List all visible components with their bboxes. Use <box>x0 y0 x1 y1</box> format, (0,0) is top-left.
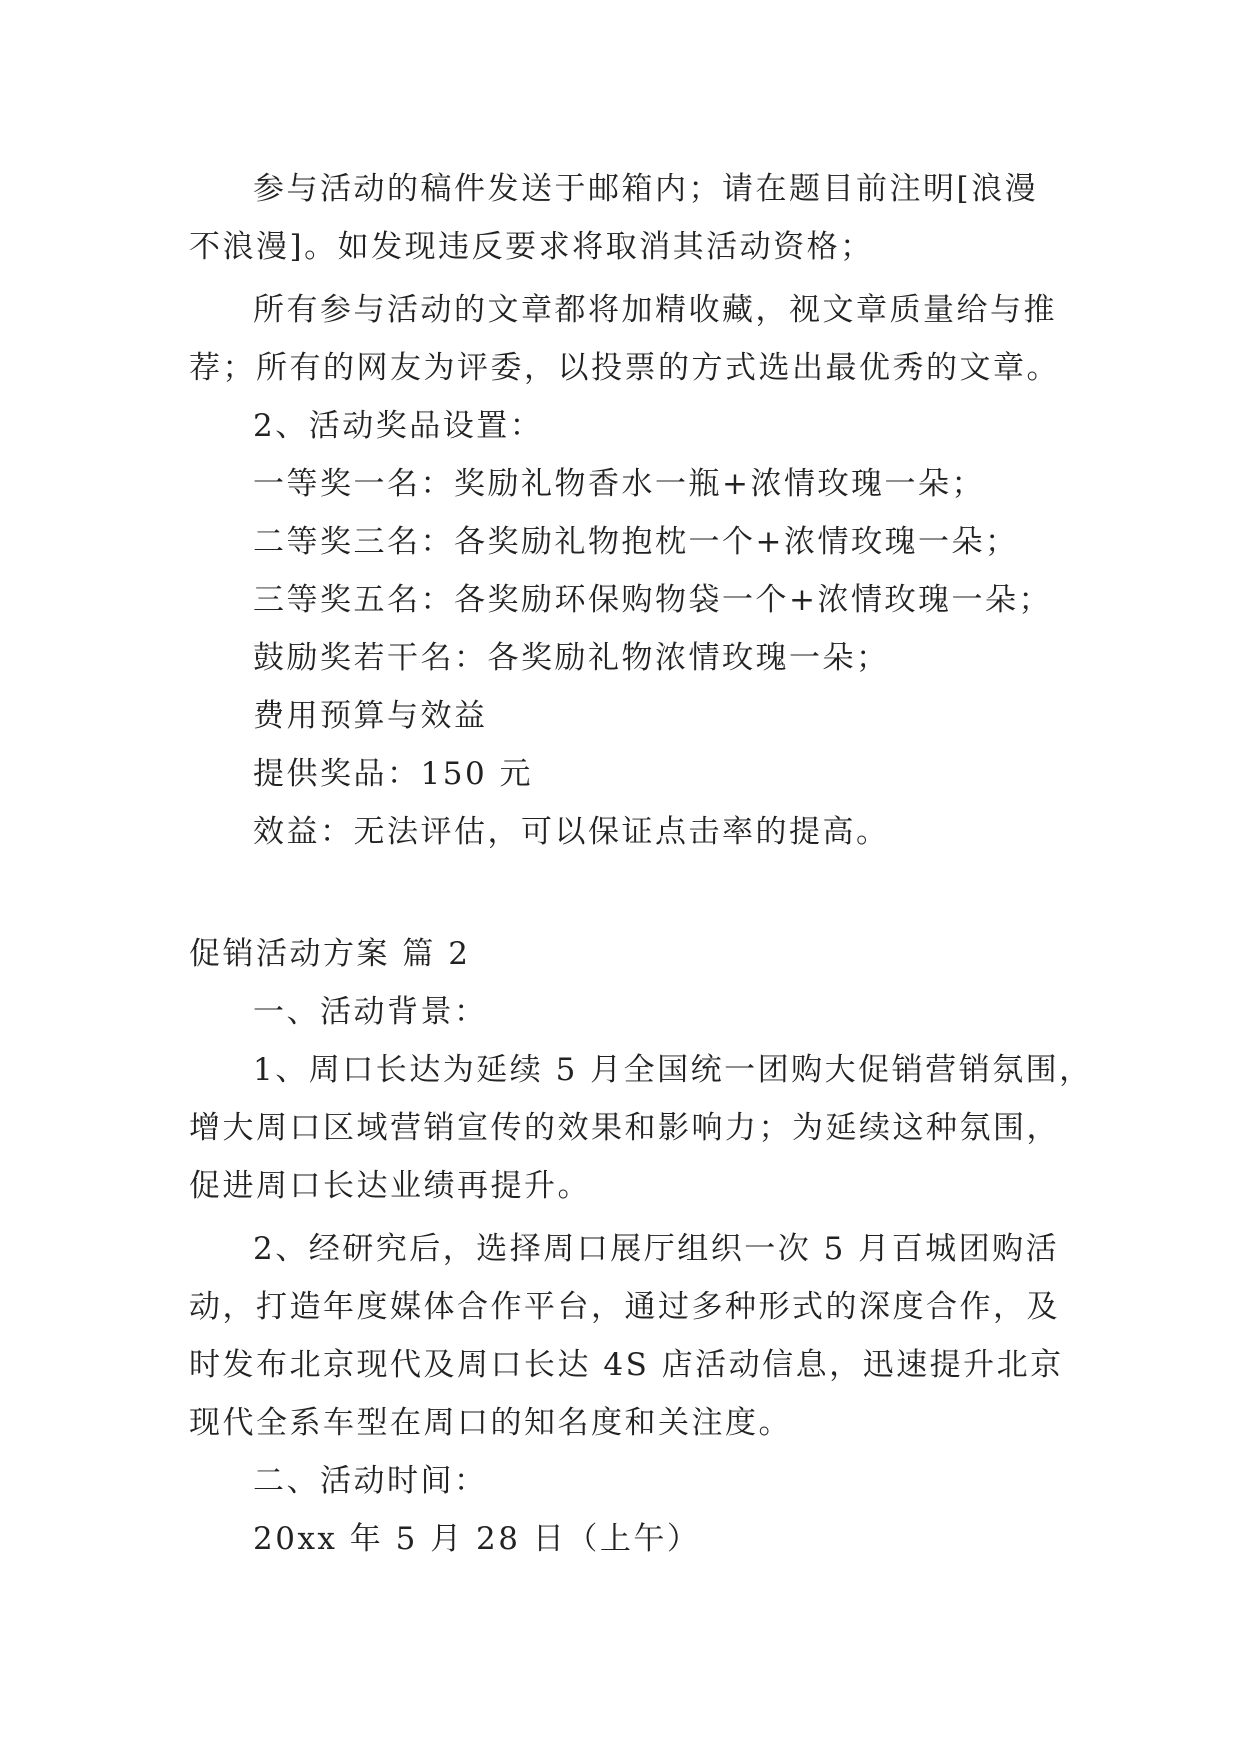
paragraph-line: 费用预算与效益 <box>253 698 488 734</box>
paragraph-line: 所有参与活动的文章都将加精收藏，视文章质量给与推 <box>253 292 1057 328</box>
prize-line: 三等奖五名：各奖励环保购物袋一个+浓情玫瑰一朵； <box>253 582 1052 618</box>
prize-line: 鼓励奖若干名：各奖励礼物浓情玫瑰一朵； <box>253 640 890 676</box>
paragraph-line: 促进周口长达业绩再提升。 <box>189 1168 591 1204</box>
paragraph-line: 现代全系车型在周口的知名度和关注度。 <box>189 1405 792 1441</box>
paragraph-line: 增大周口区域营销宣传的效果和影响力；为延续这种氛围， <box>189 1110 1060 1146</box>
prize-line: 一等奖一名：奖励礼物香水一瓶+浓情玫瑰一朵； <box>253 466 985 502</box>
paragraph-line: 20xx 年 5 月 28 日（上午） <box>253 1521 701 1557</box>
paragraph-line: 动，打造年度媒体合作平台，通过多种形式的深度合作，及 <box>189 1289 1060 1325</box>
prize-line: 二等奖三名：各奖励礼物抱枕一个+浓情玫瑰一朵； <box>253 524 1019 560</box>
heading-line: 二、活动时间： <box>253 1463 488 1499</box>
paragraph-line: 1、周口长达为延续 5 月全国统一团购大促销营销氛围， <box>253 1052 1093 1088</box>
paragraph-line: 时发布北京现代及周口长达 4S 店活动信息，迅速提升北京 <box>189 1347 1064 1383</box>
paragraph-line: 不浪漫]。如发现违反要求将取消其活动资格； <box>189 229 874 265</box>
section-title: 促销活动方案 篇 2 <box>189 936 471 972</box>
paragraph-line: 提供奖品：150 元 <box>253 756 534 792</box>
paragraph-line: 效益：无法评估，可以保证点击率的提高。 <box>253 814 890 850</box>
paragraph-line: 参与活动的稿件发送于邮箱内；请在题目前注明[浪漫 <box>253 171 1039 207</box>
paragraph-line: 2、活动奖品设置： <box>253 408 544 444</box>
document-body <box>189 160 1093 1568</box>
paragraph-line: 荐；所有的网友为评委，以投票的方式选出最优秀的文章。 <box>189 350 1060 386</box>
paragraph-line: 2、经研究后，选择周口展厅组织一次 5 月百城团购活 <box>253 1231 1060 1267</box>
heading-line: 一、活动背景： <box>253 994 488 1030</box>
